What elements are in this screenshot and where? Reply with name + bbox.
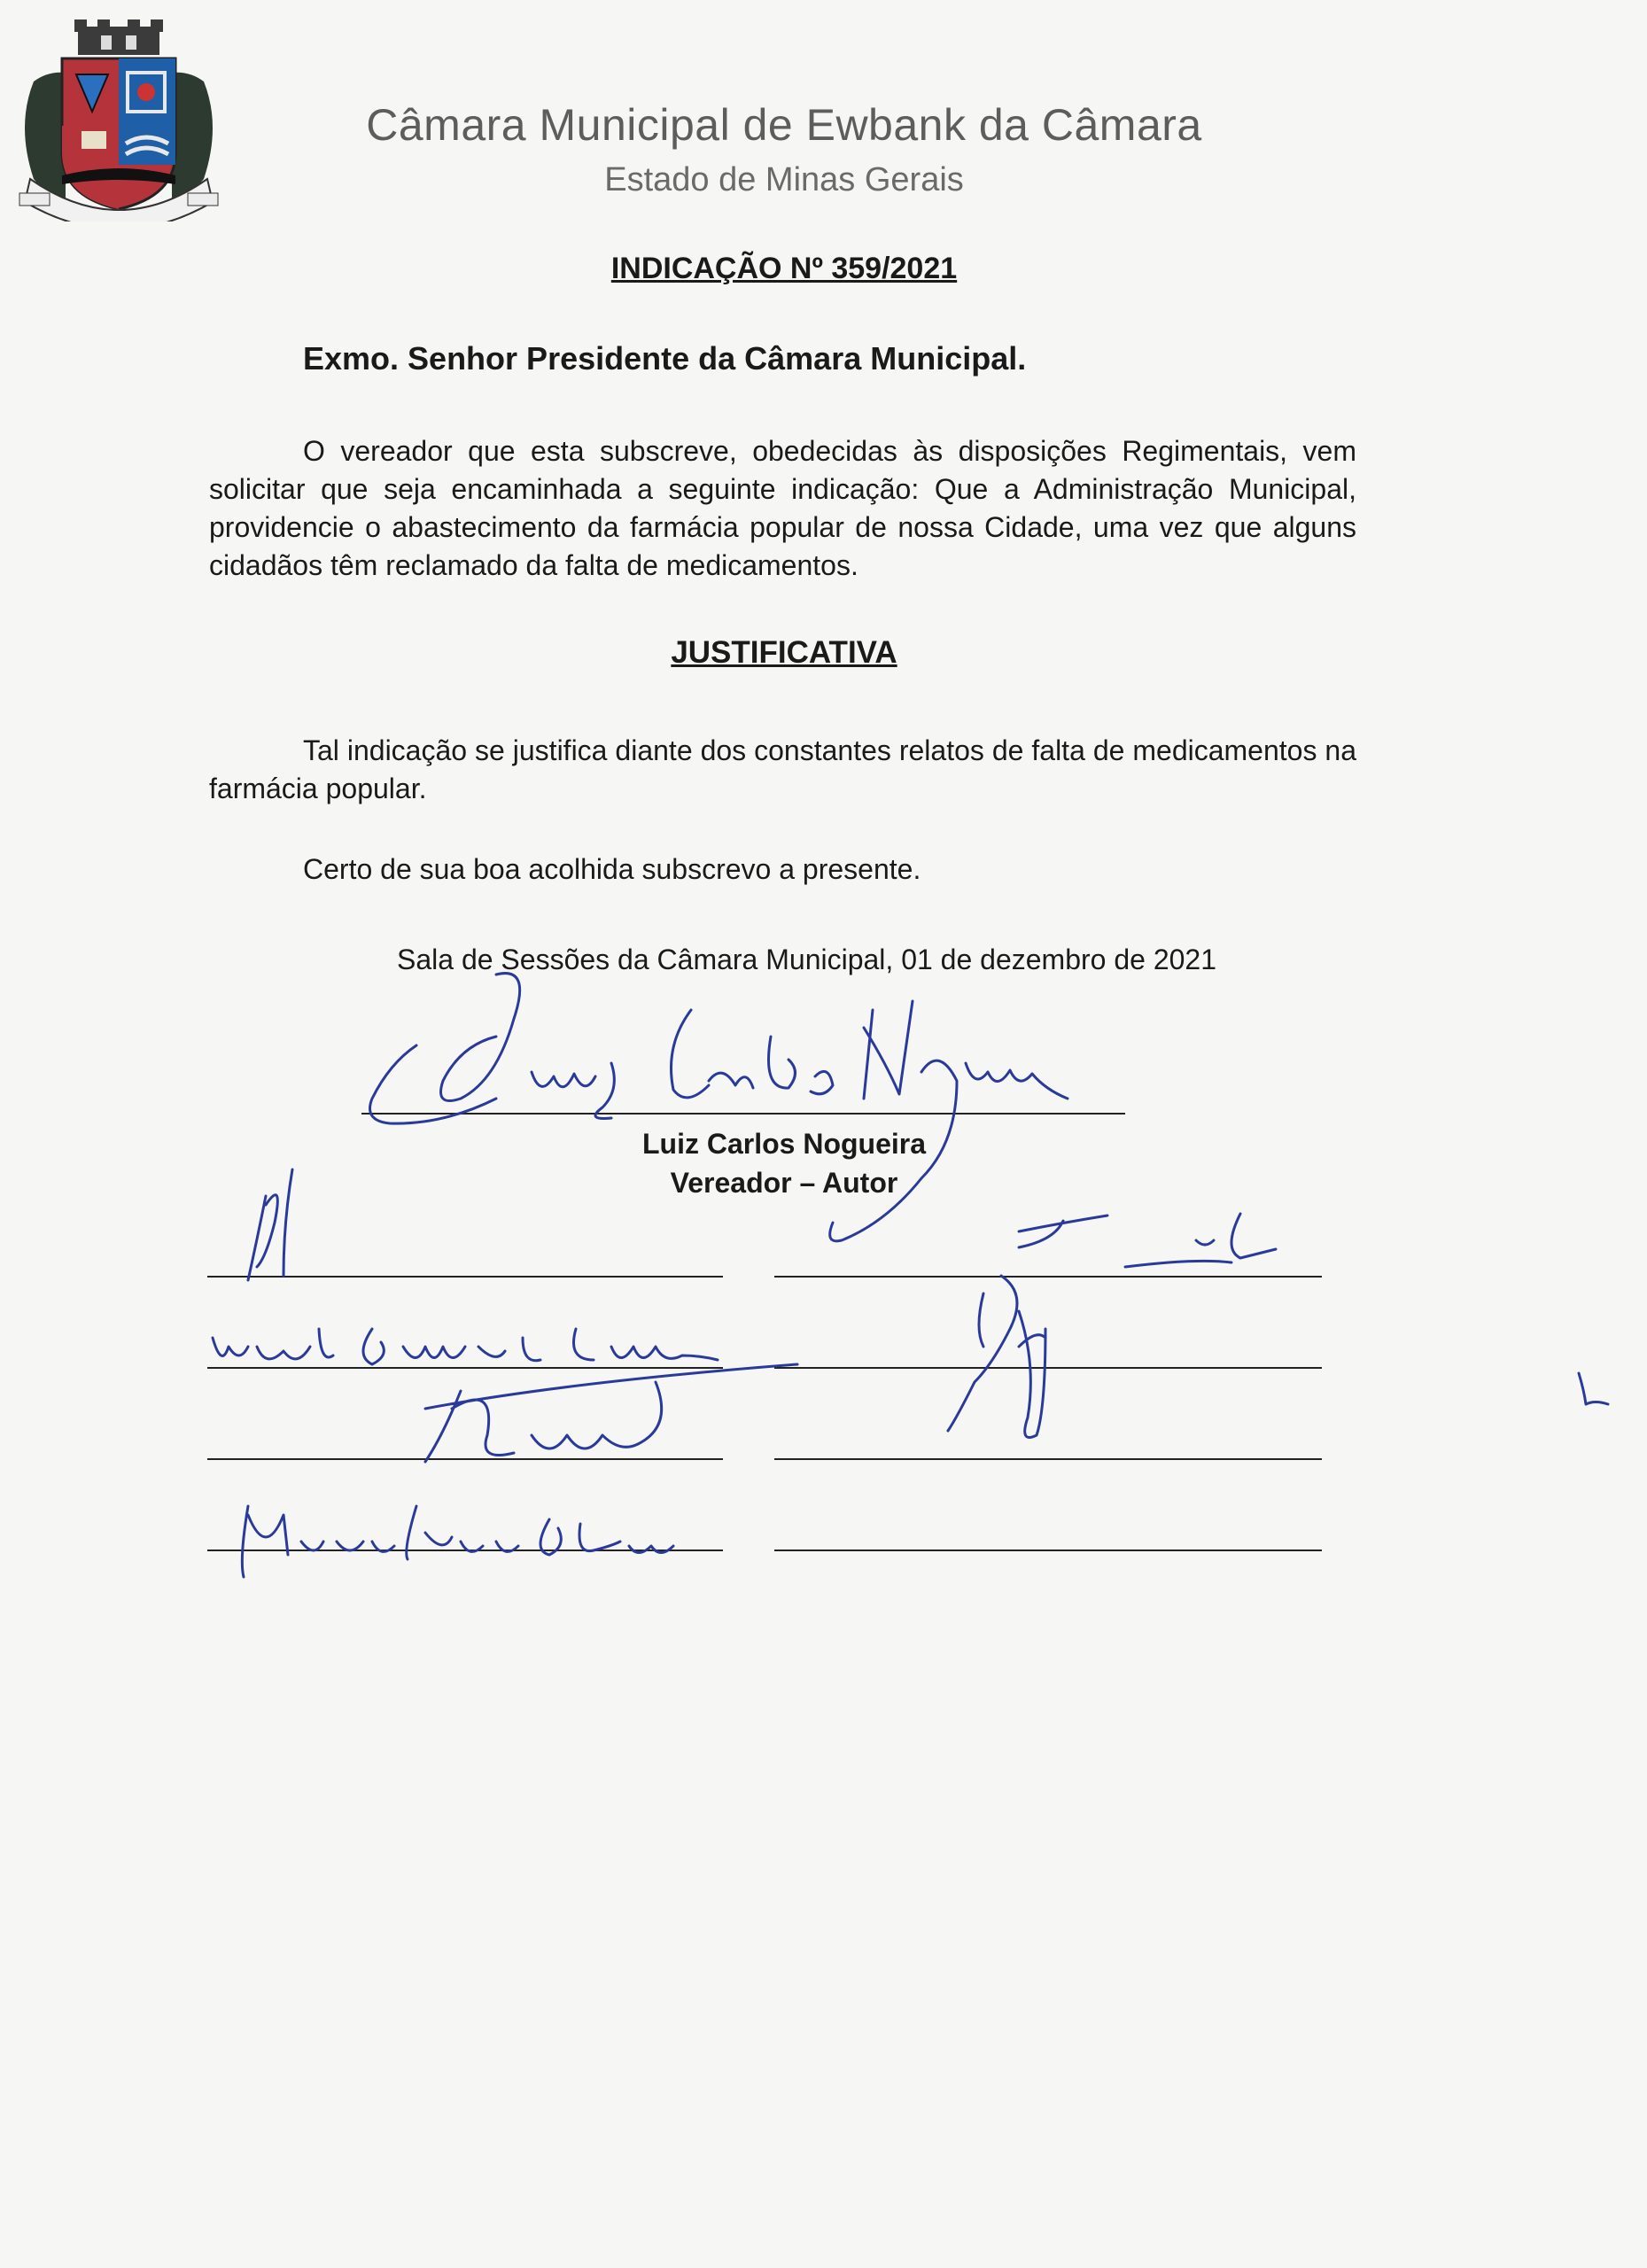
signature-line-right-2 bbox=[774, 1367, 1322, 1369]
signature-line-left-4 bbox=[207, 1550, 723, 1551]
state-name: Estado de Minas Gerais bbox=[604, 161, 964, 198]
council-name: Câmara Municipal de Ewbank da Câmara bbox=[366, 100, 1202, 150]
author-name: Luiz Carlos Nogueira bbox=[641, 1128, 927, 1160]
signature-line-left-3 bbox=[207, 1458, 723, 1460]
justification-title: JUSTIFICATIVA bbox=[671, 635, 897, 670]
place-date: Sala de Sessões da Câmara Municipal, 01 de dezembro de 2021 bbox=[397, 944, 1217, 975]
signature-scribble-diagonal bbox=[425, 1364, 797, 1409]
author-signature-line bbox=[361, 1113, 1125, 1115]
signature-line-left-2 bbox=[207, 1367, 723, 1369]
closing-paragraph: Certo de sua boa acolhida subscrevo a presente. bbox=[303, 853, 921, 885]
author-role: Vereador – Autor bbox=[670, 1167, 898, 1199]
author-signature-icon bbox=[370, 974, 1068, 1241]
signature-scribble-left-3 bbox=[425, 1382, 662, 1462]
document-title: INDICAÇÃO Nº 359/2021 bbox=[610, 252, 958, 285]
signature-scribble-right-2 bbox=[948, 1276, 1045, 1438]
margin-mark bbox=[1579, 1373, 1608, 1404]
signature-line-right-4 bbox=[774, 1550, 1322, 1551]
signature-scribble-left-2 bbox=[213, 1329, 718, 1364]
salutation: Exmo. Senhor Presidente da Câmara Municipal. bbox=[303, 340, 1027, 377]
signature-line-left-1 bbox=[207, 1276, 723, 1278]
signature-line-right-3 bbox=[774, 1458, 1322, 1460]
signature-line-right-1 bbox=[774, 1276, 1322, 1278]
signature-scribble-left-4 bbox=[242, 1506, 673, 1577]
request-paragraph: O vereador que esta subscreve, obedecidas às disposições Regimentais, vem solicitar que seja encaminhada a seguinte indicação: Que a Administração Municipal, providencie o abastecimento da farmácia popular de nossa Cidade, uma vez que alguns cidadãos têm reclamado da falta de medicamentos. bbox=[209, 435, 1356, 581]
justification-paragraph: Tal indicação se justifica diante dos constantes relatos de falta de medicamentos na farmácia popular. bbox=[209, 734, 1356, 804]
signature-scribble-right-1 bbox=[1019, 1214, 1276, 1267]
